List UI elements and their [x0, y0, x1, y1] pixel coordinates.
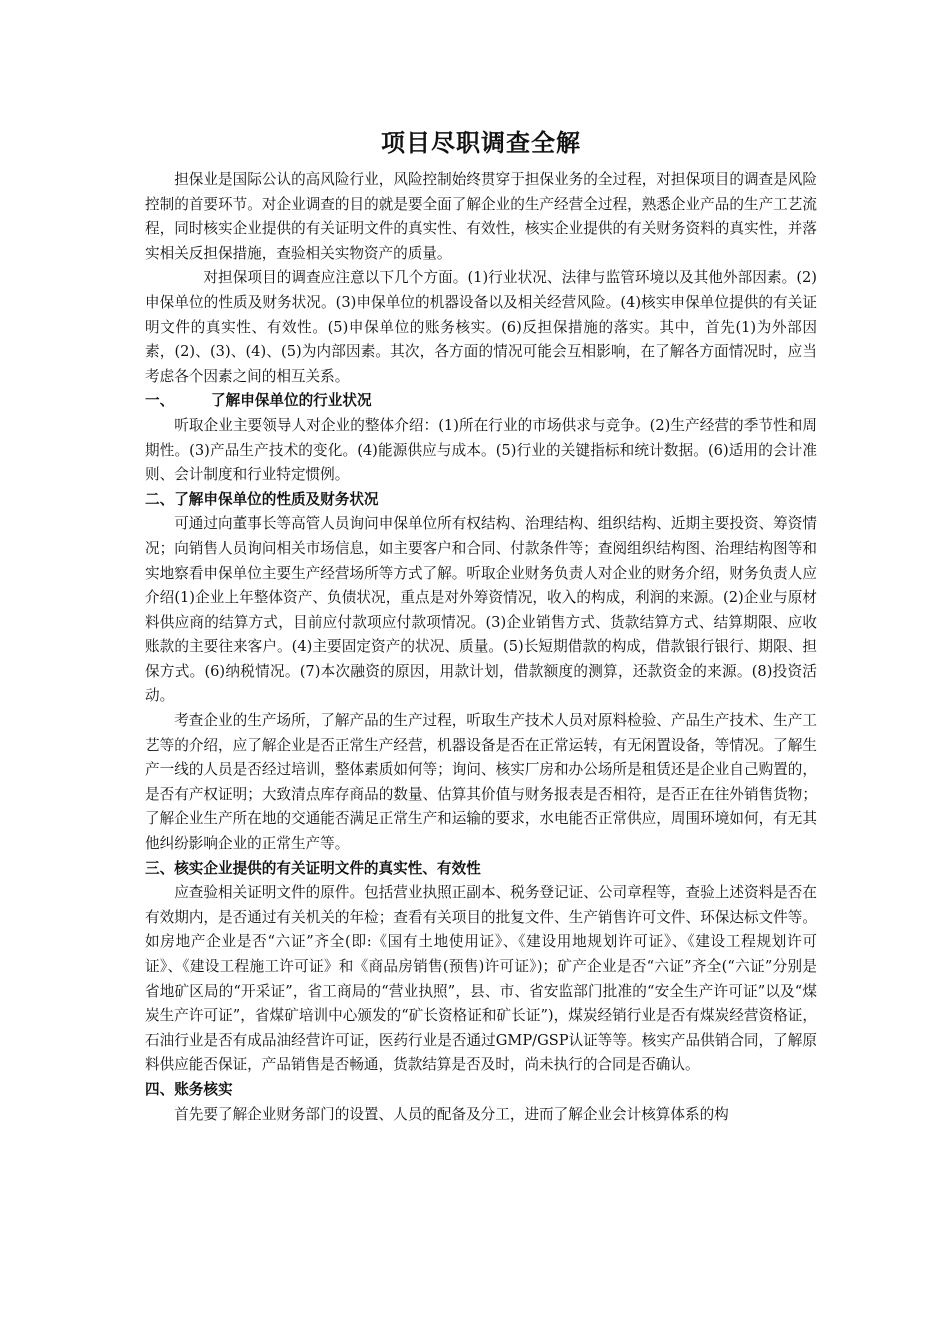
section-1-number: 一、: [145, 392, 175, 410]
section-3-heading: [145, 857, 817, 882]
section-3-number: 三、: [145, 859, 175, 877]
section-2-title: 了解申保单位的性质及财务状况: [174, 490, 379, 508]
section-2-number: 二、: [145, 490, 175, 508]
section-2-paragraph-1: 可通过向董事长等高管人员询问申保单位所有权结构、治理结构、组织结构、近期主要投资、筹资情况；向销售人员询问相关市场信息，如主要客户和合同、付款条件等；查阅组织结构图、治理结构图等和实地察看申保单位主要生产经营场所等方式了解。听取企业财务负责人对企业的财务介绍，财务负责人应介绍(1)企业上年整体资产、负债状况，重点是对外筹资情况，收入的构成，利润的来源。(2)企业与原材料供应商的结算方式，目前应付款项应付款项情况。(3)企业销售方式、货款结算方式、结算期限、应收账款的主要往来客户。(4)主要固定资产的状况、质量。(5)长短期借款的构成，借款银行银行、期限、担保方式。(6)纳税情况。(7)本次融资的原因，用款计划，借款额度的测算，还款资金的来源。(8)投资活动。: [145, 515, 817, 705]
section-4-heading: [145, 1078, 817, 1103]
document-title: 项目尽职调查全解: [381, 129, 581, 157]
section-2-heading: [145, 488, 817, 513]
section-1-title: 了解申保单位的行业状况: [211, 392, 372, 410]
intro-paragraph-2: 对担保项目的调查应注意以下几个方面。(1)行业状况、法律与监管环境以及其他外部因素。(2)申保单位的性质及财务状况。(3)申保单位的机器设备以及相关经营风险。(4)核实申保单位提供的有关证明文件的真实性、有效性。(5)申保单位的账务核实。(6)反担保措施的落实。其中，首先(1)为外部因素，(2)、(3)、(4)、(5)为内部因素。其次，各方面的情况可能会互相影响，在了解各方面情况时，应当考虑各个因素之间的相互关系。: [145, 269, 817, 385]
section-1-heading: [145, 389, 817, 414]
section-1-paragraph-1: 听取企业主要领导人对企业的整体介绍：(1)所在行业的市场供求与竞争。(2)生产经营的季节性和周期性。(3)产品生产技术的变化。(4)能源供应与成本。(5)行业的关键指标和统计数据。(6)适用的会计准则、会计制度和行业特定惯例。: [145, 416, 817, 484]
document-body: [145, 126, 817, 1127]
section-4-title: 账务核实: [174, 1080, 233, 1098]
section-4-number: 四、: [145, 1080, 175, 1098]
intro-paragraph-1: 担保业是国际公认的高风险行业，风险控制始终贯穿于担保业务的全过程，对担保项目的调查是风险控制的首要环节。对企业调查的目的就是要全面了解企业的生产经营全过程，熟悉企业产品的生产工艺流程，同时核实企业提供的有关证明文件的真实性、有效性，核实企业提供的有关财务资料的真实性，并落实相关反担保措施，查验相关实物资产的质量。: [145, 171, 817, 262]
section-2-paragraph-2: 考查企业的生产场所，了解产品的生产过程，听取生产技术人员对原料检验、产品生产技术、生产工艺等的介绍，应了解企业是否正常生产经营，机器设备是否在正常运转，有无闲置设备，等情况。了解生产一线的人员是否经过培训，整体素质如何等；询问、核实厂房和办公场所是租赁还是企业自己购置的，是否有产权证明；大致清点库存商品的数量、估算其价值与财务报表是否相符，是否正在往外销售货物；了解企业生产所在地的交通能否满足正常生产和运输的要求，水电能否正常供应，周围环境如何，有无其他纠纷影响企业的正常生产等。: [145, 712, 817, 853]
section-4-paragraph-1: 首先要了解企业财务部门的设置、人员的配备及分工，进而了解企业会计核算体系的构: [174, 1105, 729, 1123]
section-3-title: 核实企业提供的有关证明文件的真实性、有效性: [174, 859, 481, 877]
section-3-paragraph-1: 应查验相关证明文件的原件。包括营业执照正副本、税务登记证、公司章程等，查验上述资料是否在有效期内，是否通过有关机关的年检；查看有关项目的批复文件、生产销售许可文件、环保达标文件等。如房地产企业是否“六证”齐全(即:《国有土地使用证》、《建设用地规划许可证》、《建设工程规划许可证》、《建设工程施工许可证》和《商品房销售(预售)许可证》)；矿产企业是否“六证”齐全(“六证”分别是省地矿区局的“开采证”，省工商局的“营业执照”，县、市、省安监部门批准的“安全生产许可证”以及“煤炭生产许可证”，省煤矿培训中心颁发的“矿长资格证和矿长证”)，煤炭经销行业是否有煤炭经营资格证，石油行业是否有成品油经营许可证，医药行业是否通过GMP/GSP认证等等。核实产品供销合同，了解原料供应能否保证，产品销售是否畅通，货款结算是否及时，尚未执行的合同是否确认。: [145, 884, 817, 1074]
